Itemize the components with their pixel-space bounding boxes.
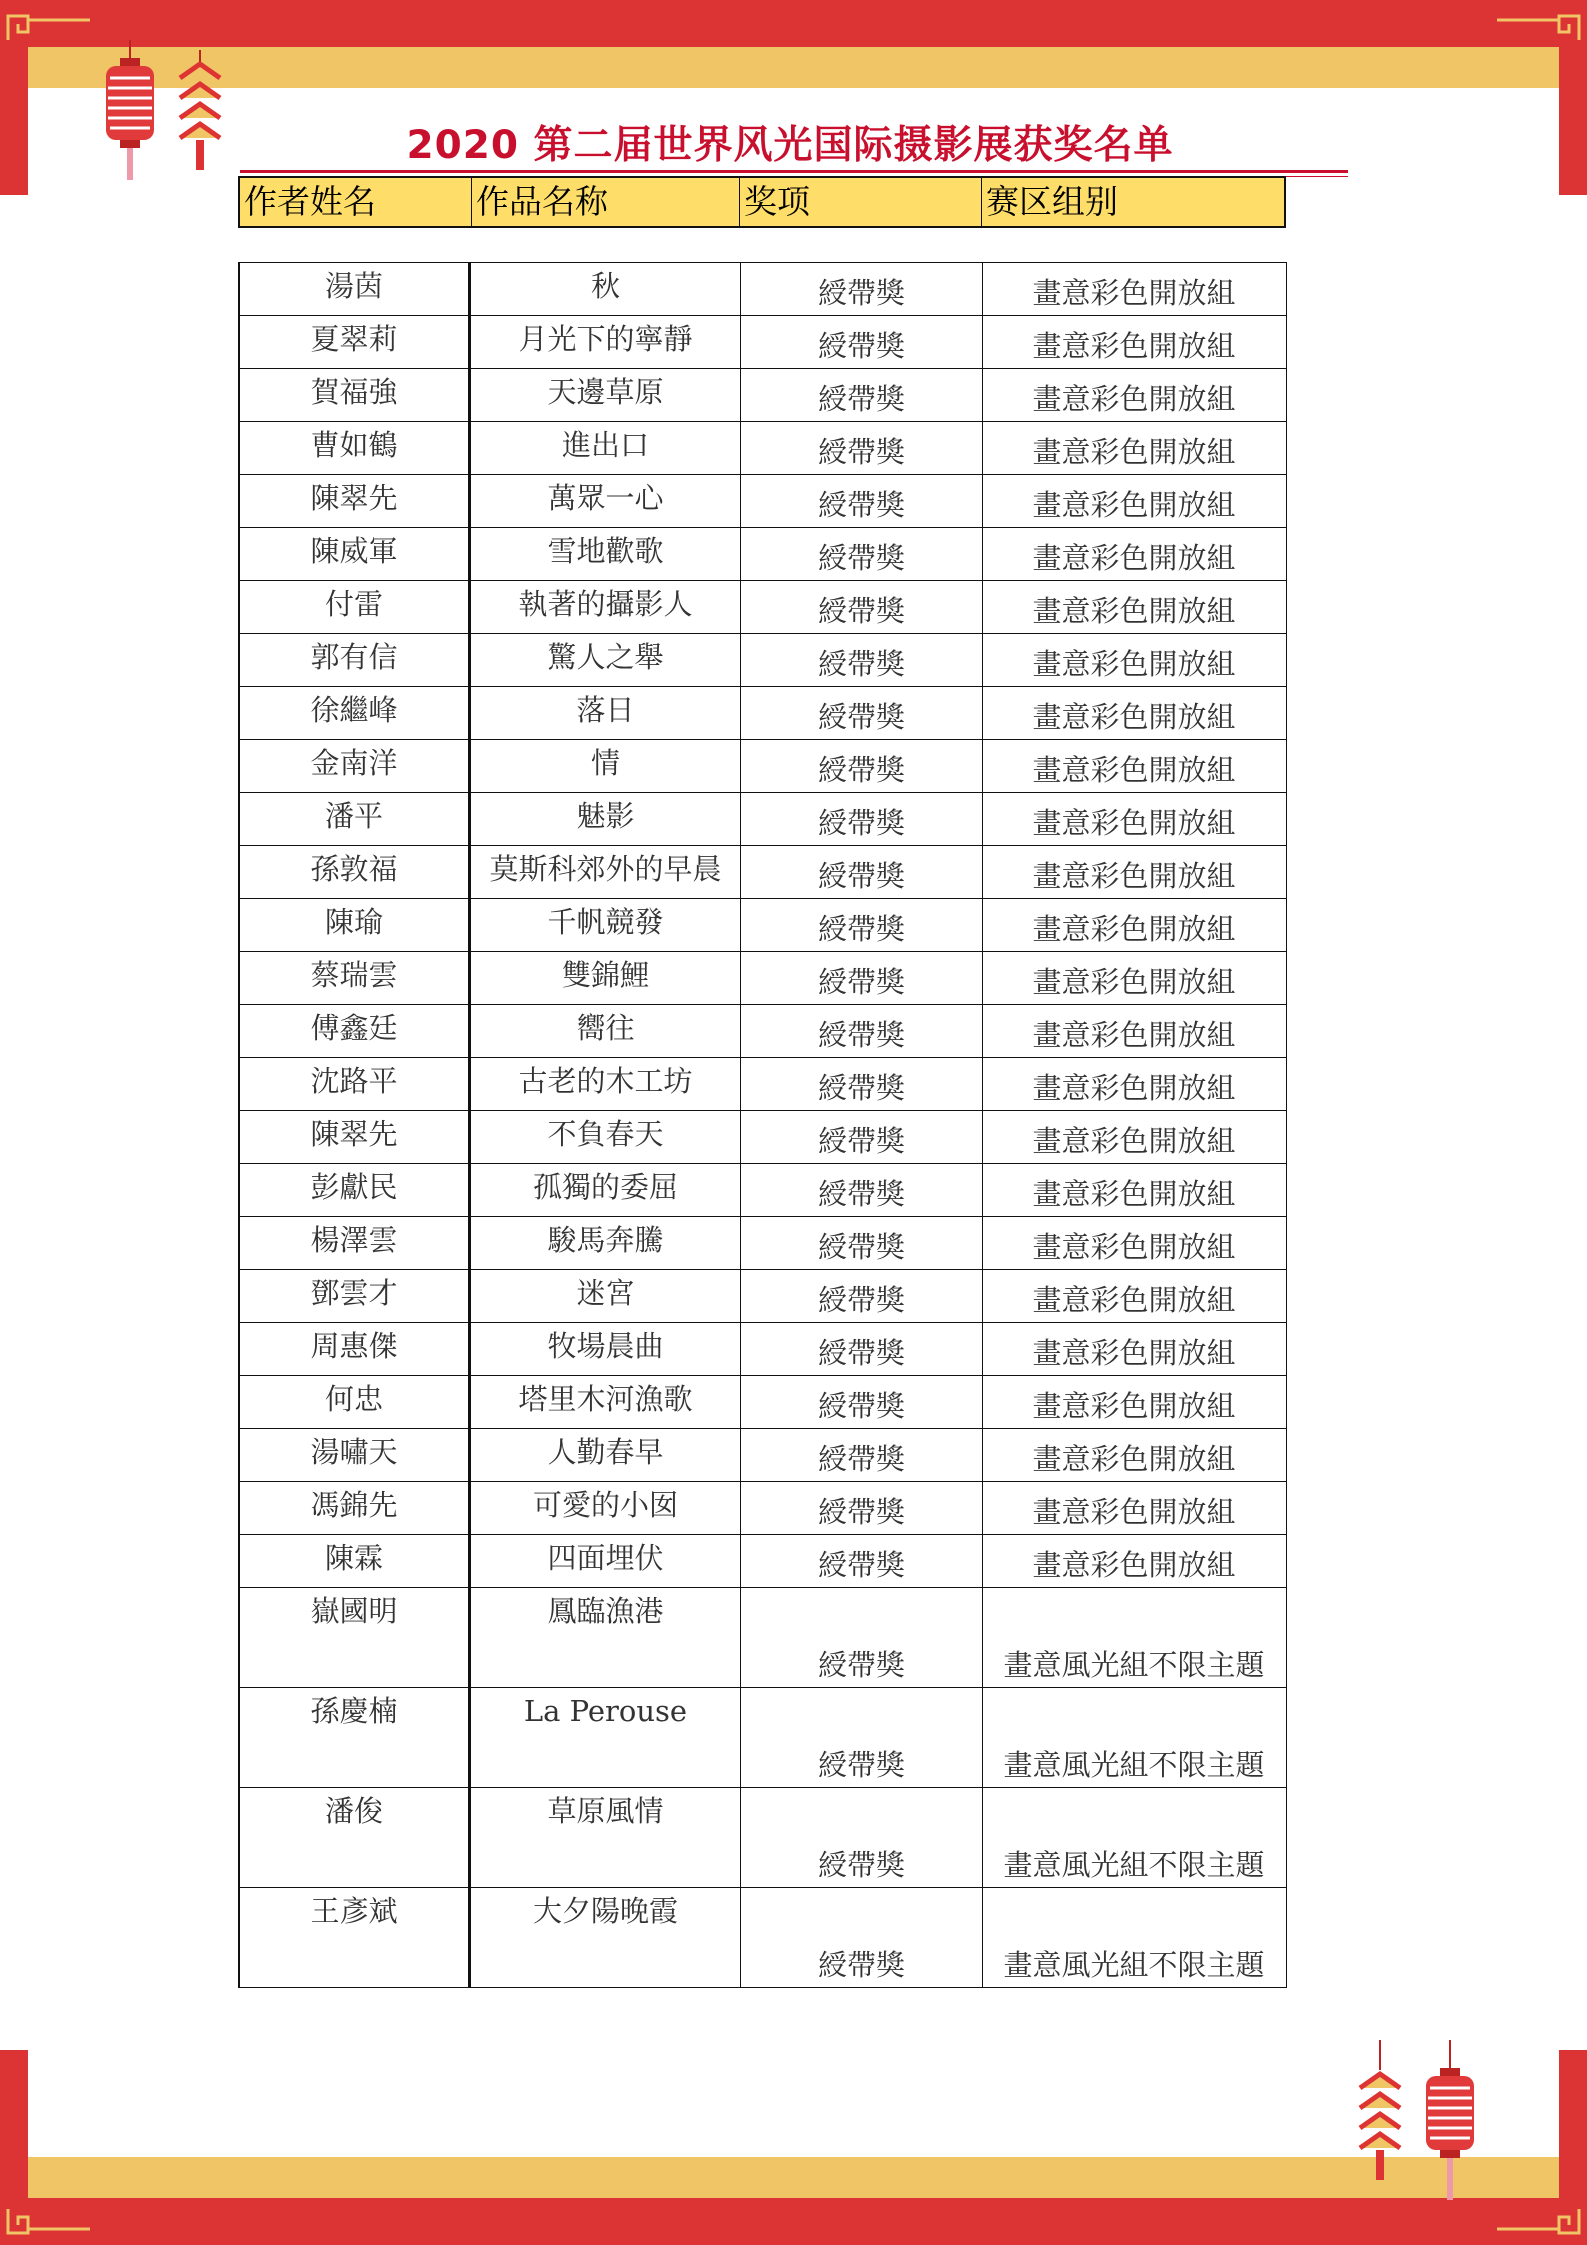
author-cell: 傅鑫廷 (238, 1005, 470, 1057)
table-row (238, 634, 1286, 687)
award-cell: 綬帶獎 (740, 740, 982, 792)
group-cell: 畫意彩色開放組 (982, 1376, 1285, 1428)
table-row (238, 1888, 1286, 1988)
award-cell: 綬帶獎 (740, 1111, 982, 1163)
firecracker-icon (1352, 2040, 1408, 2190)
table-row (238, 1535, 1286, 1588)
work-cell: 雪地歡歌 (470, 528, 740, 580)
author-cell: 金南洋 (238, 740, 470, 792)
author-cell: 彭獻民 (238, 1164, 470, 1216)
work-cell: 莫斯科郊外的早晨 (470, 846, 740, 898)
table-row (238, 1688, 1286, 1788)
table-row (238, 740, 1286, 793)
author-cell: 孫敦福 (238, 846, 470, 898)
work-cell: 秋 (470, 263, 740, 315)
table-row (238, 528, 1286, 581)
work-cell: 塔里木河漁歌 (470, 1376, 740, 1428)
header-work: 作品名称 (472, 178, 740, 226)
work-cell: 雙錦鯉 (470, 952, 740, 1004)
table-row (238, 1270, 1286, 1323)
title-underline (240, 170, 1348, 173)
work-cell: 牧場晨曲 (470, 1323, 740, 1375)
award-cell: 綬帶獎 (740, 846, 982, 898)
author-cell: 馮錦先 (238, 1482, 470, 1534)
award-cell: 綬帶獎 (740, 1482, 982, 1534)
work-cell: 駿馬奔騰 (470, 1217, 740, 1269)
table-row (238, 581, 1286, 634)
award-cell: 綬帶獎 (740, 1058, 982, 1110)
award-cell: 綬帶獎 (740, 793, 982, 845)
author-cell: 蔡瑞雲 (238, 952, 470, 1004)
work-cell: 四面埋伏 (470, 1535, 740, 1587)
table-row (238, 1164, 1286, 1217)
award-cell: 綬帶獎 (740, 581, 982, 633)
author-cell: 王彥斌 (238, 1888, 470, 1987)
header-award: 奖项 (740, 178, 982, 226)
group-cell: 畫意彩色開放組 (982, 952, 1285, 1004)
table-row (238, 793, 1286, 846)
work-cell: 大夕陽晚霞 (470, 1888, 740, 1987)
group-cell: 畫意彩色開放組 (982, 1058, 1285, 1110)
work-cell: 情 (470, 740, 740, 792)
table-row (238, 1429, 1286, 1482)
group-cell: 畫意彩色開放組 (982, 1535, 1285, 1587)
award-cell: 綬帶獎 (740, 475, 982, 527)
work-cell: 萬眾一心 (470, 475, 740, 527)
header-group: 赛区组别 (986, 182, 1118, 221)
author-cell: 賀福強 (238, 369, 470, 421)
work-cell: 不負春天 (470, 1111, 740, 1163)
award-cell: 綬帶獎 (740, 1270, 982, 1322)
author-cell: 嶽國明 (238, 1588, 470, 1687)
fret-corner-icon (1493, 2199, 1583, 2239)
table-row (238, 422, 1286, 475)
work-cell: 古老的木工坊 (470, 1058, 740, 1110)
author-cell: 湯嘯天 (238, 1429, 470, 1481)
award-cell: 綬帶獎 (740, 1588, 982, 1687)
award-cell: 綬帶獎 (740, 316, 982, 368)
author-cell: 何忠 (238, 1376, 470, 1428)
group-cell: 畫意彩色開放組 (982, 581, 1285, 633)
author-cell: 周惠傑 (238, 1323, 470, 1375)
award-cell: 綬帶獎 (740, 952, 982, 1004)
table-row (238, 263, 1286, 316)
award-cell: 綬帶獎 (740, 1217, 982, 1269)
group-cell: 畫意彩色開放組 (982, 369, 1285, 421)
group-cell: 畫意彩色開放組 (982, 1111, 1285, 1163)
author-cell: 楊澤雲 (238, 1217, 470, 1269)
award-cell: 綬帶獎 (740, 263, 982, 315)
author-cell: 陳霖 (238, 1535, 470, 1587)
author-cell: 郭有信 (238, 634, 470, 686)
header-author: 作者姓名 (240, 178, 472, 226)
author-cell: 陳翠先 (238, 475, 470, 527)
author-cell: 沈路平 (238, 1058, 470, 1110)
author-cell: 潘平 (238, 793, 470, 845)
lantern-icon (100, 40, 160, 200)
work-cell: 進出口 (470, 422, 740, 474)
award-cell: 綬帶獎 (740, 1376, 982, 1428)
table-header (238, 176, 1286, 228)
page-title: 2020 第二届世界风光国际摄影展获奖名单 (406, 123, 1174, 168)
work-cell: 人勤春早 (470, 1429, 740, 1481)
award-cell: 綬帶獎 (740, 1429, 982, 1481)
table-row (238, 1482, 1286, 1535)
table-row (238, 1323, 1286, 1376)
group-cell: 畫意彩色開放組 (982, 1005, 1285, 1057)
work-cell: La Perouse (470, 1688, 740, 1787)
work-cell: 月光下的寧靜 (470, 316, 740, 368)
group-cell: 畫意彩色開放組 (982, 687, 1285, 739)
group-cell: 畫意彩色開放組 (982, 1270, 1285, 1322)
table-row (238, 1588, 1286, 1688)
author-cell: 陳翠先 (238, 1111, 470, 1163)
work-cell: 可愛的小囡 (470, 1482, 740, 1534)
award-cell: 綬帶獎 (740, 1788, 982, 1887)
work-cell: 草原風情 (470, 1788, 740, 1887)
table-row (238, 1005, 1286, 1058)
fret-corner-icon (1493, 10, 1583, 50)
group-cell: 畫意彩色開放組 (982, 1323, 1285, 1375)
award-cell: 綬帶獎 (740, 899, 982, 951)
fret-corner-icon (4, 2199, 94, 2239)
group-cell: 畫意彩色開放組 (982, 1164, 1285, 1216)
author-cell: 陳威軍 (238, 528, 470, 580)
award-cell: 綬帶獎 (740, 1164, 982, 1216)
table-row (238, 1788, 1286, 1888)
author-cell: 湯茵 (238, 263, 470, 315)
author-cell: 陳瑜 (238, 899, 470, 951)
table-row (238, 475, 1286, 528)
firecracker-icon (172, 50, 228, 180)
frame-top-red-band (0, 0, 1587, 47)
award-cell: 綬帶獎 (740, 1323, 982, 1375)
fret-corner-icon (4, 10, 94, 50)
work-cell: 魅影 (470, 793, 740, 845)
group-cell: 畫意風光組不限主題 (982, 1788, 1285, 1887)
author-cell: 徐繼峰 (238, 687, 470, 739)
group-cell: 畫意彩色開放組 (982, 422, 1285, 474)
frame-top-gold-band (28, 47, 1559, 88)
table-row (238, 1058, 1286, 1111)
work-cell: 落日 (470, 687, 740, 739)
award-cell: 綬帶獎 (740, 1888, 982, 1987)
work-cell: 嚮往 (470, 1005, 740, 1057)
award-cell: 綬帶獎 (740, 1688, 982, 1787)
award-cell: 綬帶獎 (740, 1535, 982, 1587)
group-cell: 畫意彩色開放組 (982, 316, 1285, 368)
work-cell: 孤獨的委屈 (470, 1164, 740, 1216)
group-cell: 畫意彩色開放組 (982, 1429, 1285, 1481)
group-cell: 畫意風光組不限主題 (982, 1588, 1285, 1687)
award-cell: 綬帶獎 (740, 1005, 982, 1057)
group-cell: 畫意彩色開放組 (982, 1482, 1285, 1534)
award-cell: 綬帶獎 (740, 422, 982, 474)
author-cell: 曹如鶴 (238, 422, 470, 474)
author-cell: 付雷 (238, 581, 470, 633)
table-row (238, 1111, 1286, 1164)
author-cell: 孫慶楠 (238, 1688, 470, 1787)
table-row (238, 1376, 1286, 1429)
group-cell: 畫意彩色開放組 (982, 528, 1285, 580)
table-row (238, 952, 1286, 1005)
lantern-icon (1420, 2040, 1480, 2210)
table-row (238, 899, 1286, 952)
award-cell: 綬帶獎 (740, 687, 982, 739)
group-cell: 畫意風光組不限主題 (982, 1888, 1285, 1987)
work-cell: 天邊草原 (470, 369, 740, 421)
author-cell: 夏翠莉 (238, 316, 470, 368)
group-cell: 畫意彩色開放組 (982, 263, 1285, 315)
author-cell: 潘俊 (238, 1788, 470, 1887)
work-cell: 迷宮 (470, 1270, 740, 1322)
award-cell: 綬帶獎 (740, 528, 982, 580)
table-row (238, 369, 1286, 422)
table-row (238, 846, 1286, 899)
group-cell: 畫意彩色開放組 (982, 1217, 1285, 1269)
group-cell: 畫意彩色開放組 (982, 475, 1285, 527)
table-row (238, 316, 1286, 369)
group-cell: 畫意彩色開放組 (982, 793, 1285, 845)
table-row (238, 687, 1286, 740)
group-cell: 畫意彩色開放組 (982, 846, 1285, 898)
work-cell: 鳳臨漁港 (470, 1588, 740, 1687)
group-cell: 畫意彩色開放組 (982, 634, 1285, 686)
group-cell: 畫意風光組不限主題 (982, 1688, 1285, 1787)
author-cell: 鄧雲才 (238, 1270, 470, 1322)
award-table (238, 262, 1287, 1988)
work-cell: 執著的攝影人 (470, 581, 740, 633)
group-cell: 畫意彩色開放組 (982, 899, 1285, 951)
group-cell: 畫意彩色開放組 (982, 740, 1285, 792)
frame-bottom-gold-band (28, 2157, 1559, 2198)
work-cell: 驚人之舉 (470, 634, 740, 686)
work-cell: 千帆競發 (470, 899, 740, 951)
table-row (238, 1217, 1286, 1270)
award-cell: 綬帶獎 (740, 369, 982, 421)
award-cell: 綬帶獎 (740, 634, 982, 686)
frame-bottom-red-band (0, 2198, 1587, 2245)
